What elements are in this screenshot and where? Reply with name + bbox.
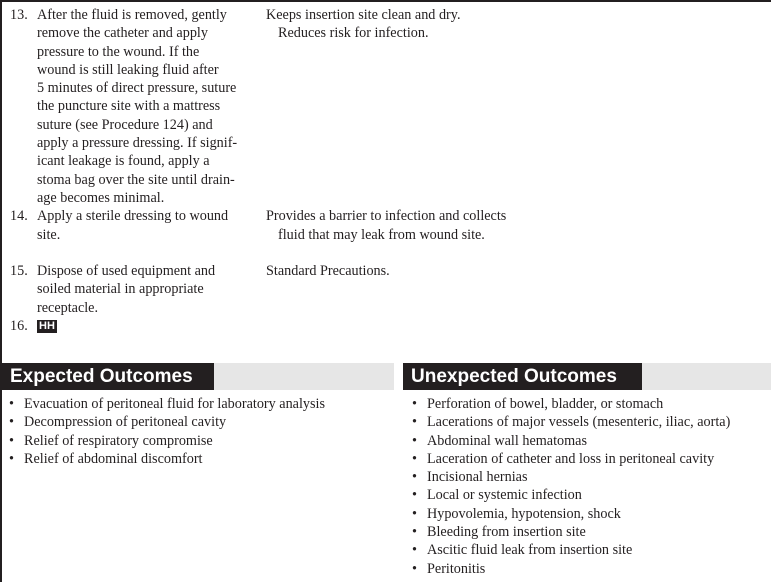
list-item [412,450,730,468]
action-line: After the fluid is removed, gently [37,7,227,23]
list-item-text: Perforation of bowel, bladder, or stomach [427,396,664,412]
list-item [9,413,325,431]
step-action [37,262,257,317]
action-line: pressure to the wound. If the [37,43,200,60]
unexpected-outcomes-list [412,395,730,578]
step-number: 13. [10,7,28,23]
step-15 [10,262,510,317]
bullet-icon: • [412,432,417,449]
step-number: 15. [10,263,28,280]
action-line: Apply a sterile dressing to wound [37,208,229,225]
list-item [412,560,730,578]
list-item [412,432,730,450]
step-rationale: Provides a barrier to infection and collects fluid that may leak from wound site. [266,208,507,243]
list-item-text: Abdominal wall hematomas [427,432,587,449]
unexpected-outcomes-title: Unexpected Outcomes [403,363,642,390]
bullet-icon: • [412,542,417,559]
list-item-text: Peritonitis [427,560,486,577]
list-item-text: Incisional hernias [427,469,528,486]
list-item-text: Relief of respiratory compromise [24,432,213,449]
bullet-icon: • [412,487,417,504]
unexpected-outcomes-header [403,363,771,390]
action-line: age becomes minimal. [37,189,165,206]
action-line: remove the catheter and apply [37,25,208,42]
list-item [9,450,325,468]
action-line: icant leakage is found, apply a [37,153,210,170]
list-item [412,505,730,523]
step-action [37,317,257,335]
list-item [9,432,325,450]
action-line: receptacle. [37,299,99,316]
procedure-steps [10,6,510,335]
action-line: 5 minutes of direct pressure, suture [37,80,237,97]
bullet-icon: • [412,450,417,467]
action-line: Dispose of used equipment and [37,263,216,280]
step-number: 16. [10,318,28,335]
list-item-text: Hypovolemia, hypotension, shock [427,505,621,522]
action-line: wound is still leaking fluid after [37,61,219,78]
step-number: 14. [10,208,28,225]
list-item [412,468,730,486]
list-item [412,541,730,559]
step-rationale: Keeps insertion site clean and dry. Reduces risk for infection. [266,7,461,42]
step-13 [10,6,510,207]
expected-outcomes-list [9,395,325,468]
action-line: stoma bag over the site until drain- [37,171,235,188]
bullet-icon: • [412,469,417,486]
list-item-text: Lacerations of major vessels (mesenteric, iliac, aorta) [427,414,731,431]
step-action [37,6,257,207]
bullet-icon: • [412,396,417,412]
hand-hygiene-icon: HH [39,320,55,333]
action-line: suture (see Procedure 124) and [37,116,213,133]
step-rationale: Standard Precautions. [266,263,390,280]
list-item-text: Local or systemic infection [427,487,582,504]
list-item-text: Evacuation of peritoneal fluid for laboratory analysis [24,396,325,412]
bullet-icon: • [412,524,417,541]
step-16 [10,317,510,335]
step-action [37,207,257,262]
bullet-icon: • [412,505,417,522]
list-item-text: Laceration of catheter and loss in peritoneal cavity [427,450,715,467]
action-line: apply a pressure dressing. If signif- [37,135,238,152]
bullet-icon: • [412,414,417,431]
action-line: the puncture site with a mattress [37,98,221,115]
bullet-icon: • [9,414,14,431]
list-item-text: Bleeding from insertion site [427,524,586,541]
list-item [412,413,730,431]
list-item-text: Ascitic fluid leak from insertion site [427,542,633,559]
action-line: soiled material in appropriate [37,281,204,298]
list-item [412,395,730,413]
bullet-icon: • [9,432,14,449]
bullet-icon: • [9,396,14,412]
bullet-icon: • [412,560,417,577]
action-line: site. [37,226,61,243]
expected-outcomes-title: Expected Outcomes [2,363,214,390]
list-item-text: Decompression of peritoneal cavity [24,414,227,431]
bullet-icon: • [9,450,14,467]
list-item [412,486,730,504]
list-item [412,523,730,541]
list-item-text: Relief of abdominal discomfort [24,450,203,467]
list-item [9,395,325,413]
expected-outcomes-header [2,363,394,390]
step-14 [10,207,510,262]
